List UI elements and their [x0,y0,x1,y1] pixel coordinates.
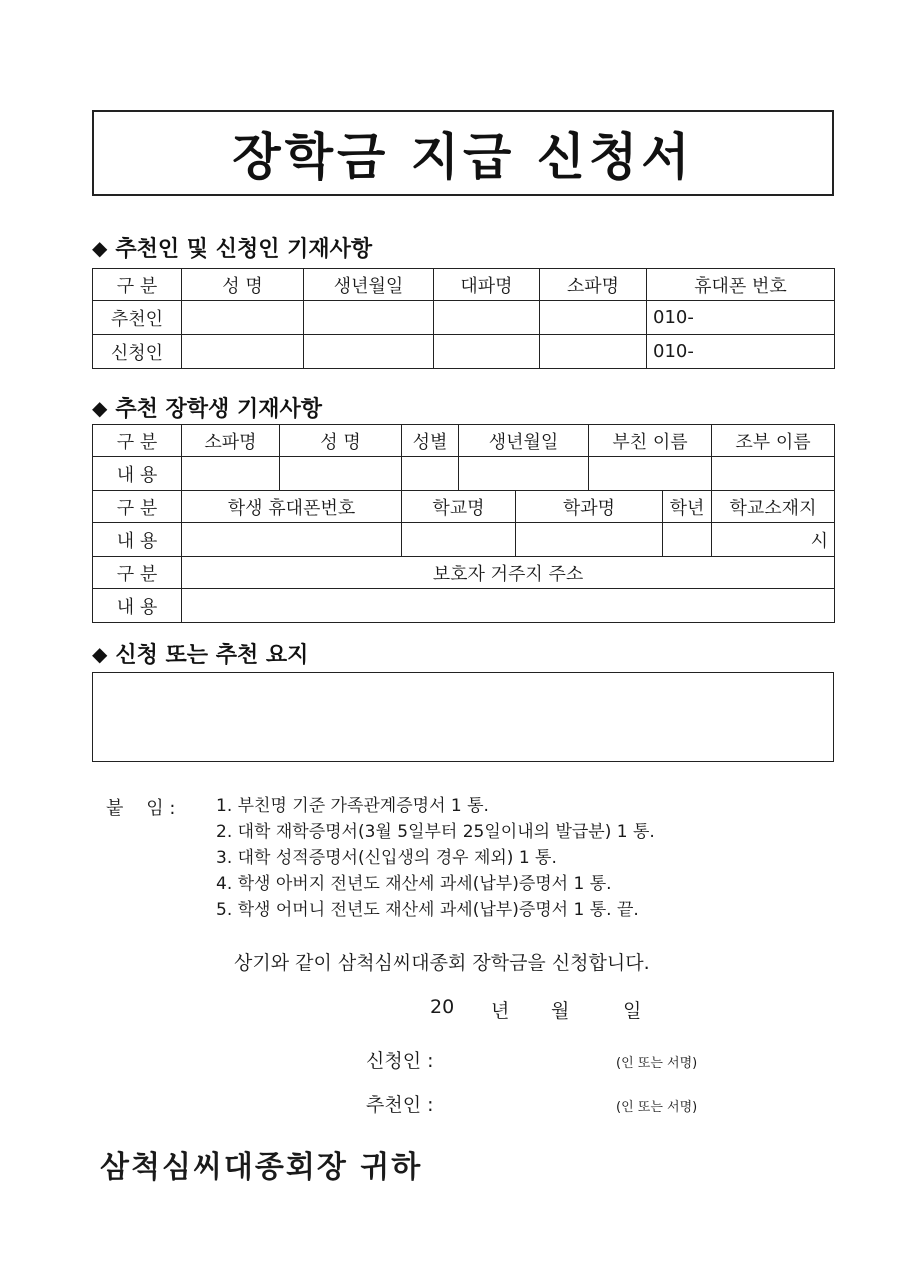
statement-textarea[interactable] [92,672,834,762]
applicant-sign-note[interactable]: (인 또는 서명) [616,1056,698,1071]
student-father-name-field[interactable] [589,457,712,491]
date-day-label: 일 [623,1000,642,1022]
header-gender: 성별 [402,425,459,457]
header-phone: 휴대폰 번호 [647,269,835,301]
row-label-content: 내 용 [93,457,182,491]
table-header-row [93,425,835,457]
recommender-sign-note[interactable]: (인 또는 서명) [616,1100,698,1115]
applicant-minor-branch-field[interactable] [540,335,647,369]
recommender-sign-label: 추천인 : [366,1094,434,1116]
applicant-birthdate-field[interactable] [304,335,434,369]
header-school-name: 학교명 [402,491,516,523]
header-category: 구 분 [93,491,182,523]
header-name: 성 명 [280,425,402,457]
recommender-table [92,268,835,369]
section-heading-text: 추천 장학생 기재사항 [115,397,322,422]
header-major-branch: 대파명 [434,269,540,301]
header-department: 학과명 [516,491,663,523]
list-item: 5. 학생 어머니 전년도 재산세 과세(납부)증명서 1 통. 끝. [216,900,639,920]
row-label-content: 내 용 [93,523,182,557]
page-title: 장학금 지급 신청서 [92,110,834,196]
recommender-minor-branch-field[interactable] [540,301,647,335]
section-heading-student [92,392,322,423]
diamond-icon: ◆ [92,641,108,666]
applicant-sign-label: 신청인 : [366,1050,434,1072]
student-table [92,424,835,623]
header-grandfather-name: 조부 이름 [712,425,835,457]
row-label-recommender: 추천인 [93,301,182,335]
table-row [93,589,835,623]
section-heading-text: 신청 또는 추천 요지 [115,643,309,668]
applicant-name-field[interactable] [182,335,304,369]
date-year[interactable]: 20 [430,996,455,1018]
header-guardian-address: 보호자 거주지 주소 [182,557,835,589]
table-row [93,335,835,369]
header-category: 구 분 [93,425,182,457]
list-item: 3. 대학 성적증명서(신입생의 경우 제외) 1 통. [216,848,557,868]
student-grandfather-name-field[interactable] [712,457,835,491]
table-row [93,523,835,557]
school-location-field[interactable]: 시 [712,523,835,557]
header-category: 구 분 [93,269,182,301]
student-birthdate-field[interactable] [459,457,589,491]
recommender-birthdate-field[interactable] [304,301,434,335]
section-heading-text: 추천인 및 신청인 기재사항 [115,237,373,262]
student-minor-branch-field[interactable] [182,457,280,491]
attachments-label: 붙 임 : [106,798,176,819]
header-student-phone: 학생 휴대폰번호 [182,491,402,523]
table-header-row [93,269,835,301]
list-item: 4. 학생 아버지 전년도 재산세 과세(납부)증명서 1 통. [216,874,612,894]
declaration-text: 상기와 같이 삼척심씨대종회 장학금을 신청합니다. [234,952,650,974]
header-category: 구 분 [93,557,182,589]
section-heading-recommender [92,232,372,263]
header-minor-branch: 소파명 [540,269,647,301]
school-name-field[interactable] [402,523,516,557]
table-row [93,301,835,335]
applicant-major-branch-field[interactable] [434,335,540,369]
student-name-field[interactable] [280,457,402,491]
attachments-list [216,794,655,924]
row-label-content: 내 용 [93,589,182,623]
recommender-name-field[interactable] [182,301,304,335]
department-field[interactable] [516,523,663,557]
table-header-row [93,557,835,589]
header-birthdate: 생년월일 [304,269,434,301]
table-row [93,457,835,491]
recommender-major-branch-field[interactable] [434,301,540,335]
diamond-icon: ◆ [92,235,108,260]
header-father-name: 부친 이름 [589,425,712,457]
row-label-applicant: 신청인 [93,335,182,369]
student-phone-field[interactable] [182,523,402,557]
header-school-location: 학교소재지 [712,491,835,523]
list-item: 2. 대학 재학증명서(3월 5일부터 25일이내의 발급분) 1 통. [216,822,655,842]
grade-field[interactable] [663,523,712,557]
header-grade: 학년 [663,491,712,523]
list-item: 1. 부친명 기준 가족관계증명서 1 통. [216,796,489,816]
header-minor-branch: 소파명 [182,425,280,457]
header-birthdate: 생년월일 [459,425,589,457]
diamond-icon: ◆ [92,395,108,420]
recommender-phone-field[interactable]: 010- [647,301,835,335]
date-month-label: 월 [551,1000,570,1022]
student-gender-field[interactable] [402,457,459,491]
section-heading-statement [92,638,308,669]
table-header-row [93,491,835,523]
addressee: 삼척심씨대종회장 귀하 [100,1150,423,1185]
guardian-address-field[interactable] [182,589,835,623]
date-year-label: 년 [491,1000,510,1022]
header-name: 성 명 [182,269,304,301]
applicant-phone-field[interactable]: 010- [647,335,835,369]
